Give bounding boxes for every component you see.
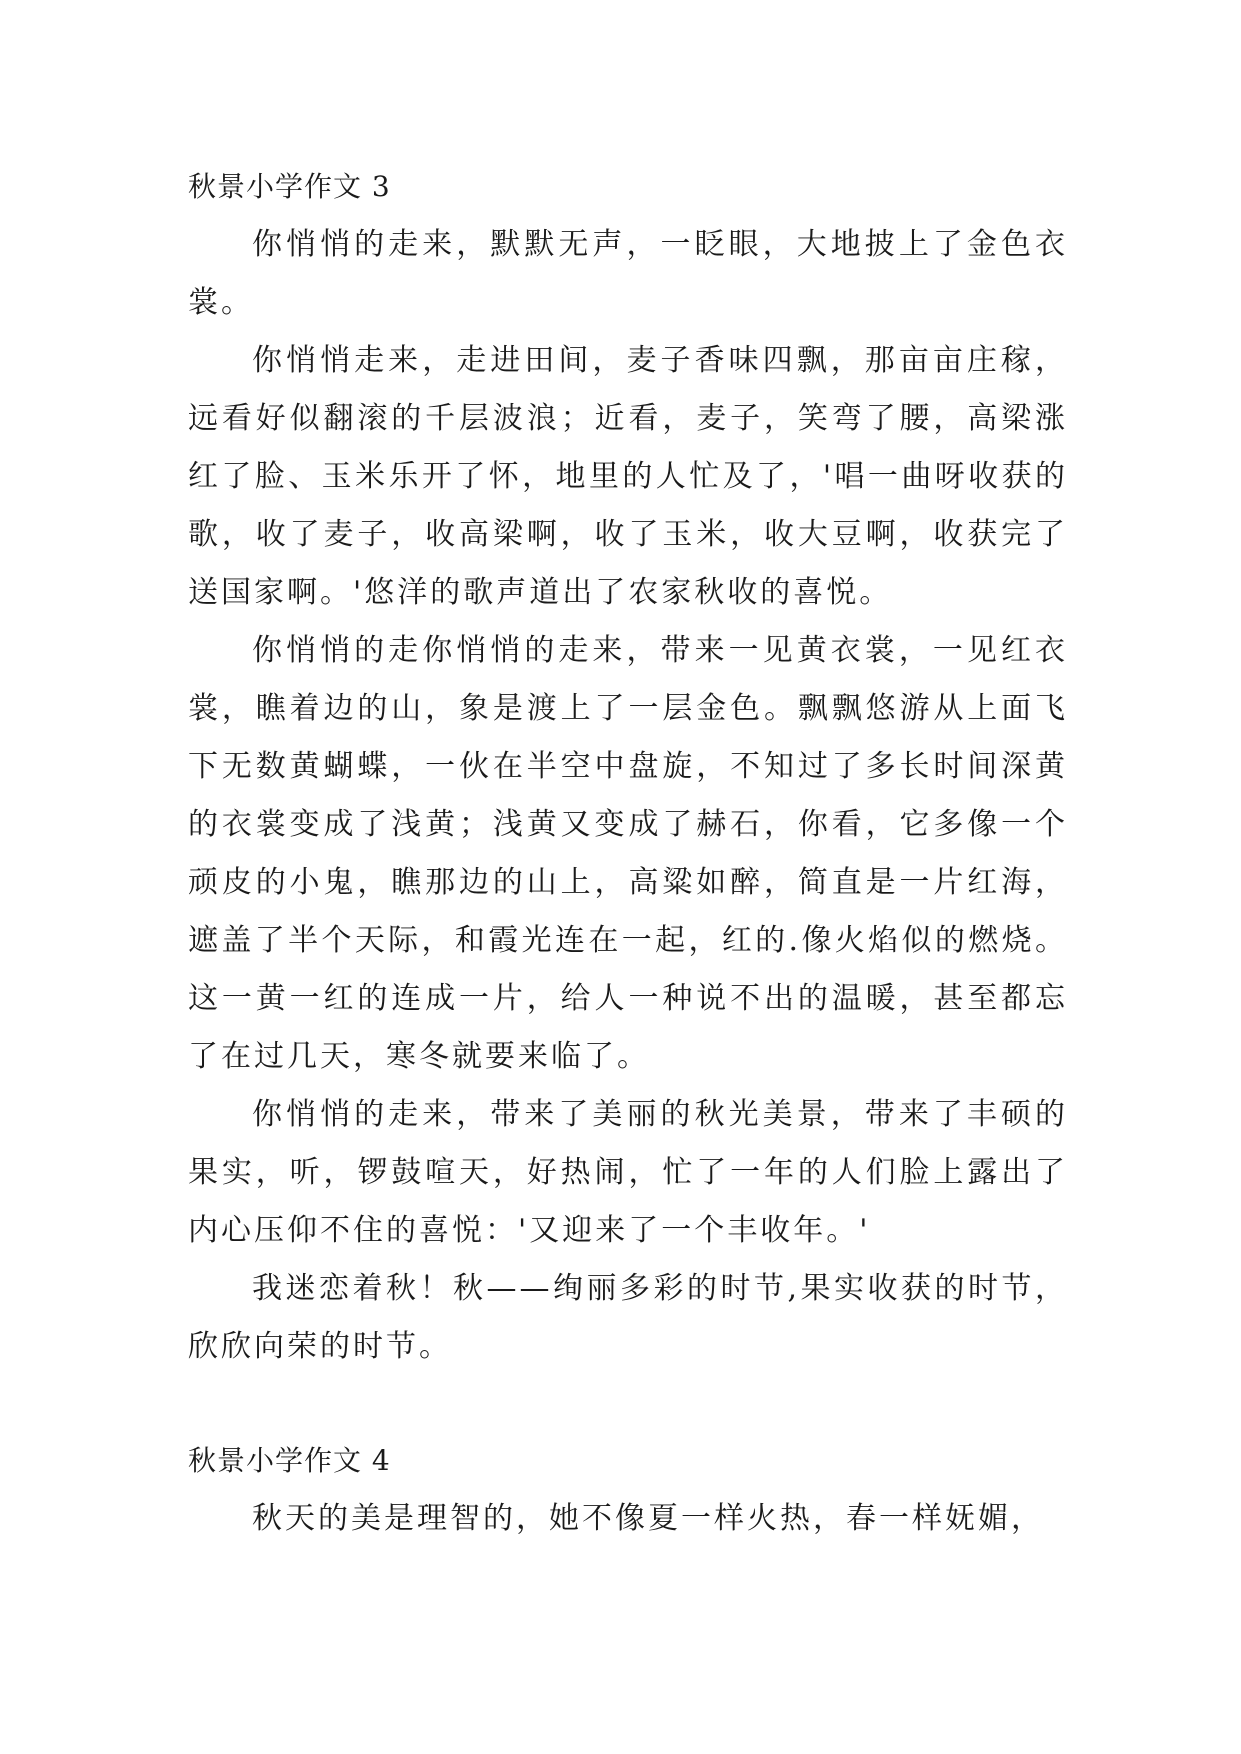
document-page [188,158,1068,1548]
paragraph: 你悄悄的走你悄悄的走来，带来一见黄衣裳，一见红衣裳，瞧着边的山，象是渡上了一层金色。飘飘悠游从上面飞下无数黄蝴蝶，一伙在半空中盘旋，不知过了多长时间深黄的衣裳变成了浅黄；浅黄又变成了赫石，你看，它多像一个顽皮的小鬼，瞧那边的山上，高粱如醉，简直是一片红海，遮盖了半个天际，和霞光连在一起，红的.像火焰似的燃烧。这一黄一红的连成一片，给人一种说不出的温暖，甚至都忘了在过几天，寒冬就要来临了。 [188,633,1068,1074]
essay-section-4 [188,1432,1068,1548]
section-title: 秋景小学作文 4 [188,1444,391,1477]
paragraph: 你悄悄走来，走进田间，麦子香味四飘，那亩亩庄稼，远看好似翻滚的千层波浪；近看，麦子，笑弯了腰，高梁涨红了脸、玉米乐开了怀，地里的人忙及了，'唱一曲呀收获的歌，收了麦子，收高梁啊，收了玉米，收大豆啊，收获完了送国家啊。'悠洋的歌声道出了农家秋收的喜悦。 [188,343,1068,610]
paragraph: 你悄悄的走来，默默无声，一眨眼，大地披上了金色衣裳。 [188,227,1068,320]
section-title: 秋景小学作文 3 [188,170,391,203]
paragraph: 我迷恋着秋！秋——绚丽多彩的时节,果实收获的时节，欣欣向荣的时节。 [188,1271,1068,1364]
essay-section-3 [188,158,1068,1376]
paragraph: 秋天的美是理智的，她不像夏一样火热，春一样妩媚， [252,1501,1044,1536]
paragraph: 你悄悄的走来，带来了美丽的秋光美景，带来了丰硕的果实，听，锣鼓喧天，好热闹，忙了一年的人们脸上露出了内心压仰不住的喜悦：'又迎来了一个丰收年。' [188,1097,1068,1248]
